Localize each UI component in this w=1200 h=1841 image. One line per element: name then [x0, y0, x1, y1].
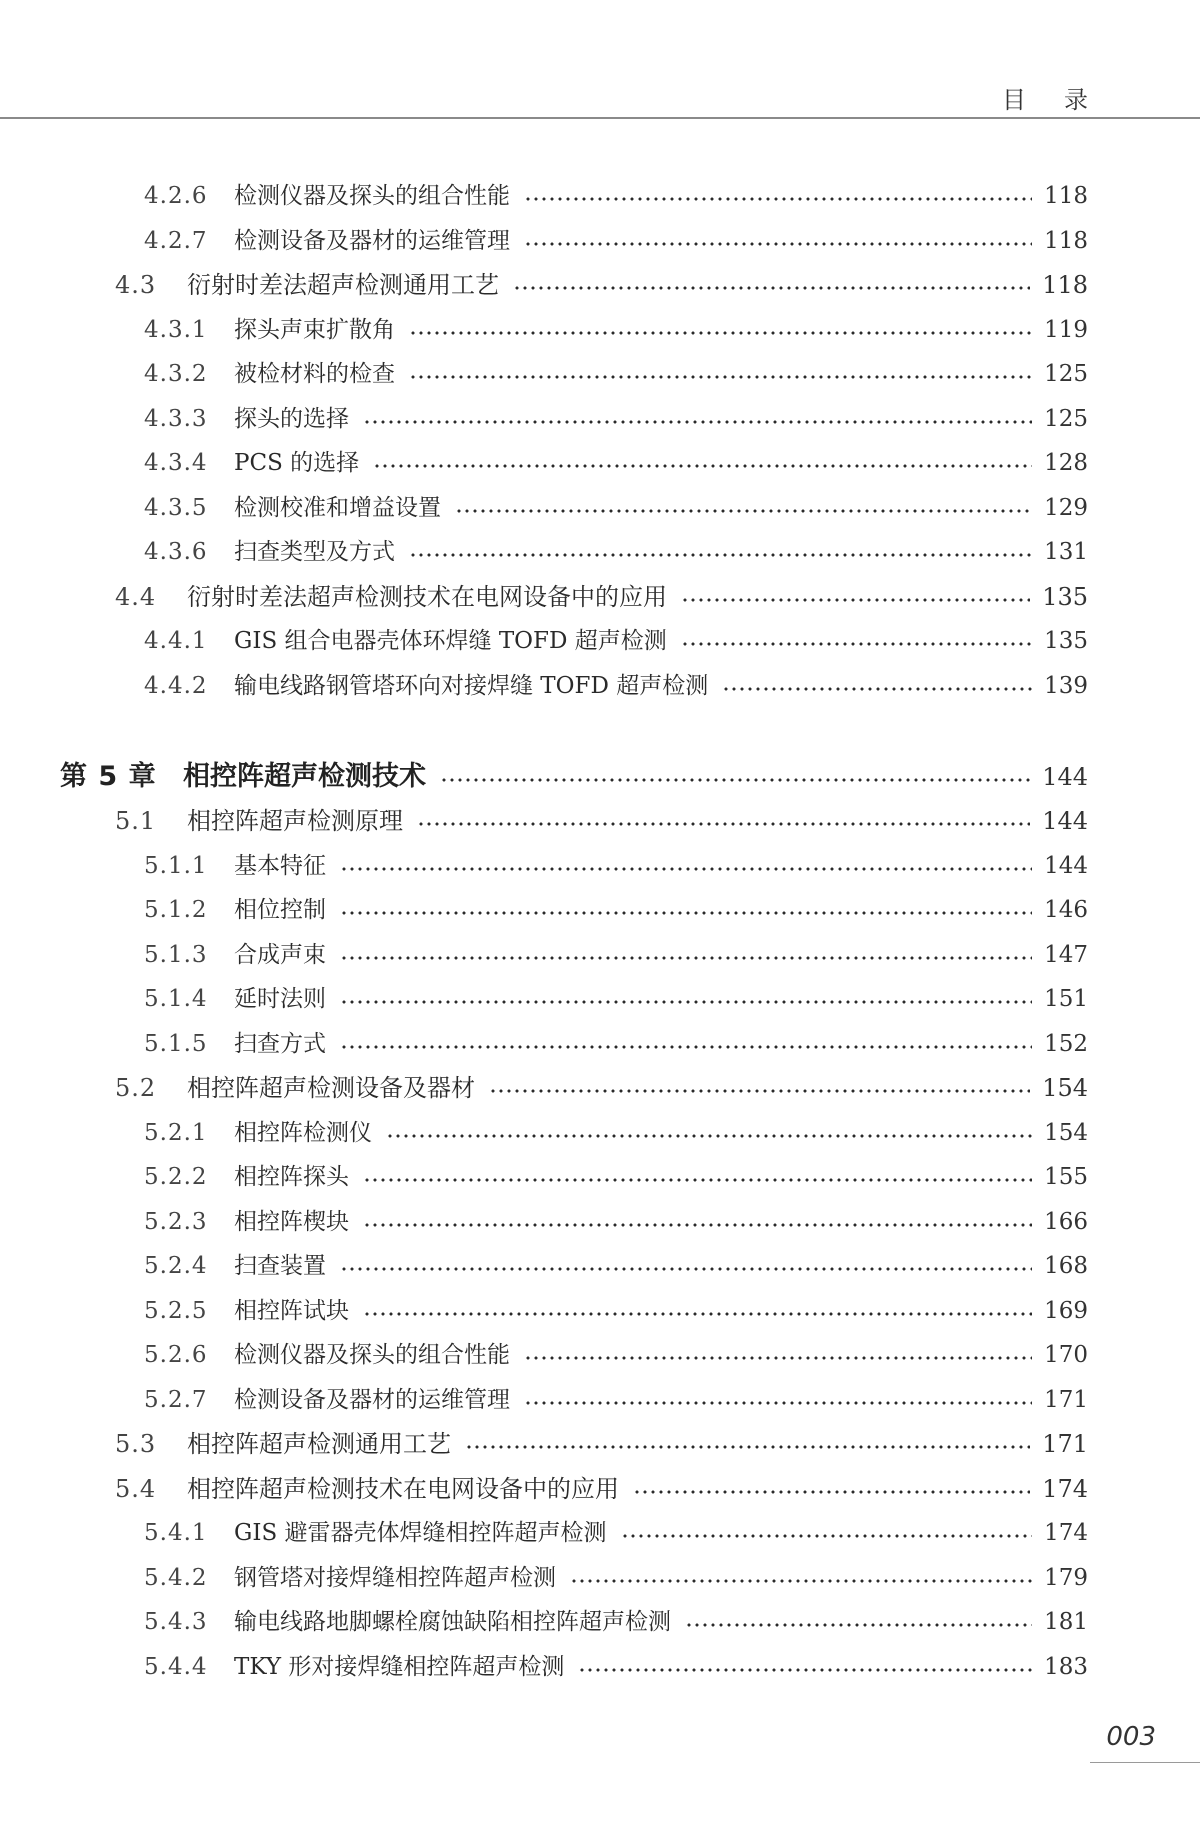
toc-entry-number: 5.1.2	[144, 897, 208, 923]
toc-entry[interactable]	[144, 310, 1088, 350]
toc-entry-number: 5.2.5	[144, 1298, 208, 1324]
toc-entry-title: 合成声束	[234, 942, 326, 968]
toc-entry[interactable]	[144, 890, 1088, 930]
toc-entry-title: GIS 避雷器壳体焊缝相控阵超声检测	[234, 1520, 607, 1546]
toc-entry-page: 181	[1044, 1609, 1088, 1635]
dot-leader	[363, 1178, 1032, 1182]
dot-leader	[363, 420, 1032, 424]
toc-entry-title: 探头的选择	[234, 406, 349, 432]
dot-leader	[363, 1312, 1032, 1316]
toc-entry-page: 118	[1042, 271, 1088, 299]
toc-entry-title: 相控阵超声检测原理	[187, 807, 403, 835]
dot-leader	[340, 911, 1032, 915]
dot-leader	[340, 867, 1032, 871]
dot-leader	[722, 687, 1032, 691]
dot-leader	[373, 464, 1032, 468]
toc-entry-title: 检测校准和增益设置	[234, 495, 441, 521]
toc-entry-title: 基本特征	[234, 853, 326, 879]
toc-entry[interactable]	[144, 1380, 1088, 1420]
toc-entry[interactable]	[144, 1157, 1088, 1197]
toc-entry-page: 168	[1044, 1253, 1088, 1279]
toc-entry-title: 相控阵检测仪	[234, 1120, 372, 1146]
toc-entry-number: 4.4.1	[144, 628, 208, 654]
toc-entry-page: 144	[1044, 853, 1088, 879]
toc-entry[interactable]	[115, 1469, 1088, 1509]
toc-entry-page: 125	[1044, 406, 1088, 432]
footer-divider	[1090, 1762, 1200, 1763]
toc-entry-page: 144	[1042, 763, 1088, 791]
toc-entry[interactable]	[144, 935, 1088, 975]
toc-entry-title: 延时法则	[234, 986, 326, 1012]
toc-entry[interactable]	[144, 979, 1088, 1019]
toc-entry-number: 5.4.2	[144, 1565, 208, 1591]
dot-leader	[455, 509, 1032, 513]
toc-entry[interactable]	[144, 1024, 1088, 1064]
dot-leader	[440, 778, 1030, 782]
toc-entry-title: 检测仪器及探头的组合性能	[234, 183, 510, 209]
toc-entry-title: 相控阵楔块	[234, 1209, 349, 1235]
toc-entry-number: 4.3.5	[144, 495, 208, 521]
toc-entry[interactable]	[144, 532, 1088, 572]
toc-entry[interactable]	[144, 1513, 1088, 1553]
toc-entry-number: 4.3.6	[144, 539, 208, 565]
dot-leader	[363, 1223, 1032, 1227]
toc-entry-title: TKY 形对接焊缝相控阵超声检测	[234, 1654, 565, 1680]
toc-entry-number: 5.2.6	[144, 1342, 208, 1368]
toc-entry-number: 5.2.1	[144, 1120, 208, 1146]
toc-entry[interactable]	[144, 488, 1088, 528]
toc-entry-page: 179	[1044, 1565, 1088, 1591]
dot-leader	[417, 822, 1030, 826]
toc-entry-page: 171	[1044, 1387, 1088, 1413]
toc-entry[interactable]	[144, 1558, 1088, 1598]
toc-chapter-title: 相控阵超声检测技术	[183, 761, 426, 792]
toc-entry-number: 5.1.1	[144, 853, 208, 879]
toc-entry-title: 相控阵超声检测设备及器材	[187, 1074, 475, 1102]
toc-entry[interactable]	[144, 1335, 1088, 1375]
toc-entry[interactable]	[144, 176, 1088, 216]
toc-entry-number: 4.3.3	[144, 406, 208, 432]
dot-leader	[524, 1401, 1032, 1405]
toc-entry-page: 129	[1044, 495, 1088, 521]
toc-entry-page: 169	[1044, 1298, 1088, 1324]
dot-leader	[340, 956, 1032, 960]
toc-entry-number: 5.2.7	[144, 1387, 208, 1413]
toc-entry-page: 174	[1044, 1520, 1088, 1546]
dot-leader	[621, 1534, 1033, 1538]
toc-entry-number: 4.3	[115, 271, 157, 299]
toc-entry-number: 4.4	[115, 583, 157, 611]
toc-entry-page: 154	[1044, 1120, 1088, 1146]
toc-entry-page: 118	[1044, 183, 1088, 209]
dot-leader	[633, 1490, 1030, 1494]
toc-entry-page: 118	[1044, 228, 1088, 254]
toc-chapter-number: 第 5 章	[60, 761, 157, 792]
toc-entry-title: 检测设备及器材的运维管理	[234, 228, 510, 254]
dot-leader	[524, 242, 1032, 246]
toc-entry-title: 扫查方式	[234, 1031, 326, 1057]
toc-entry-title: 相控阵探头	[234, 1164, 349, 1190]
toc-entry-number: 4.2.6	[144, 183, 208, 209]
toc-entry-number: 4.3.2	[144, 361, 208, 387]
toc-entry-page: 183	[1044, 1654, 1088, 1680]
dot-leader	[513, 286, 1030, 290]
dot-leader	[685, 1623, 1032, 1627]
toc-entry-number: 5.2.4	[144, 1253, 208, 1279]
dot-leader	[570, 1579, 1032, 1583]
toc-entry-title: 检测设备及器材的运维管理	[234, 1387, 510, 1413]
toc-entry-title: 被检材料的检查	[234, 361, 395, 387]
dot-leader	[524, 1356, 1032, 1360]
toc-entry[interactable]	[144, 1291, 1088, 1331]
dot-leader	[489, 1089, 1030, 1093]
toc-entry-title: 相控阵超声检测技术在电网设备中的应用	[187, 1475, 619, 1503]
toc-entry-number: 5.4.4	[144, 1654, 208, 1680]
toc-entry-title: 衍射时差法超声检测通用工艺	[187, 271, 499, 299]
toc-entry[interactable]	[144, 666, 1088, 706]
dot-leader	[578, 1668, 1032, 1672]
dot-leader	[465, 1445, 1030, 1449]
toc-entry[interactable]	[115, 577, 1088, 617]
toc-entry-title: 相控阵试块	[234, 1298, 349, 1324]
toc-entry[interactable]	[115, 1068, 1088, 1108]
toc-entry[interactable]	[144, 443, 1088, 483]
toc-entry-number: 4.2.7	[144, 228, 208, 254]
dot-leader	[681, 642, 1032, 646]
toc-entry-number: 5.4.1	[144, 1520, 208, 1546]
toc-entry-title: 检测仪器及探头的组合性能	[234, 1342, 510, 1368]
header-divider	[0, 117, 1200, 119]
toc-entry-page: 119	[1044, 317, 1088, 343]
toc-entry-page: 154	[1042, 1074, 1088, 1102]
toc-entry-title: 输电线路地脚螺栓腐蚀缺陷相控阵超声检测	[234, 1609, 671, 1635]
toc-entry-title: 钢管塔对接焊缝相控阵超声检测	[234, 1565, 556, 1591]
toc-entry-title: GIS 组合电器壳体环焊缝 TOFD 超声检测	[234, 628, 667, 654]
toc-entry-page: 146	[1044, 897, 1088, 923]
toc-entry-page: 171	[1042, 1430, 1088, 1458]
dot-leader	[409, 375, 1032, 379]
toc-entry-page: 125	[1044, 361, 1088, 387]
running-header-title: 目录	[1002, 86, 1126, 114]
dot-leader	[340, 1000, 1032, 1004]
toc-entry-number: 5.2	[115, 1074, 157, 1102]
toc-entry-page: 174	[1042, 1475, 1088, 1503]
dot-leader	[340, 1045, 1032, 1049]
toc-entry-number: 4.3.1	[144, 317, 208, 343]
toc-entry[interactable]	[144, 1602, 1088, 1642]
toc-entry-page: 151	[1044, 986, 1088, 1012]
dot-leader	[386, 1134, 1032, 1138]
toc-entry-page: 135	[1044, 628, 1088, 654]
toc-entry-page: 147	[1044, 942, 1088, 968]
toc-entry-page: 152	[1044, 1031, 1088, 1057]
toc-entry[interactable]	[115, 801, 1088, 841]
toc-entry-page: 170	[1044, 1342, 1088, 1368]
toc-chapter-entry[interactable]	[60, 757, 1088, 797]
toc-entry-page: 155	[1044, 1164, 1088, 1190]
toc-entry-number: 5.1.5	[144, 1031, 208, 1057]
toc-entry[interactable]	[144, 1202, 1088, 1242]
toc-entry-title: 衍射时差法超声检测技术在电网设备中的应用	[187, 583, 667, 611]
toc-entry[interactable]	[144, 221, 1088, 261]
toc-entry-number: 5.4	[115, 1475, 157, 1503]
toc-entry[interactable]	[144, 1647, 1088, 1687]
toc-entry-page: 135	[1042, 583, 1088, 611]
toc-entry-number: 5.2.2	[144, 1164, 208, 1190]
toc-entry-title: 相控阵超声检测通用工艺	[187, 1430, 451, 1458]
dot-leader	[409, 331, 1032, 335]
toc-entry[interactable]	[144, 1246, 1088, 1286]
toc-entry[interactable]	[115, 1424, 1088, 1464]
toc-entry[interactable]	[144, 621, 1088, 661]
toc-entry[interactable]	[144, 846, 1088, 886]
toc-entry-number: 5.4.3	[144, 1609, 208, 1635]
toc-entry-title: 输电线路钢管塔环向对接焊缝 TOFD 超声检测	[234, 673, 709, 699]
toc-entry-page: 144	[1042, 807, 1088, 835]
toc-entry-title: 探头声束扩散角	[234, 317, 395, 343]
toc-entry-number: 4.3.4	[144, 450, 208, 476]
toc-entry-number: 5.1.4	[144, 986, 208, 1012]
toc-entry-page: 166	[1044, 1209, 1088, 1235]
toc-entry-number: 5.2.3	[144, 1209, 208, 1235]
page-number: 003	[1106, 1722, 1156, 1752]
dot-leader	[409, 553, 1032, 557]
toc-entry[interactable]	[144, 354, 1088, 394]
toc-entry[interactable]	[144, 1113, 1088, 1153]
toc-entry-number: 5.1.3	[144, 942, 208, 968]
toc-entry-number: 5.1	[115, 807, 157, 835]
toc-entry-number: 5.3	[115, 1430, 157, 1458]
toc-entry[interactable]	[144, 399, 1088, 439]
toc-entry-title: 扫查装置	[234, 1253, 326, 1279]
toc-entry-page: 128	[1044, 450, 1088, 476]
dot-leader	[524, 197, 1032, 201]
toc-entry-title: 相位控制	[234, 897, 326, 923]
dot-leader	[340, 1267, 1032, 1271]
toc-entry-page: 139	[1044, 673, 1088, 699]
toc-entry-page: 131	[1044, 539, 1088, 565]
toc-entry-title: 扫查类型及方式	[234, 539, 395, 565]
dot-leader	[681, 598, 1030, 602]
toc-entry-title: PCS 的选择	[234, 450, 360, 476]
toc-entry[interactable]	[115, 265, 1088, 305]
toc-entry-number: 4.4.2	[144, 673, 208, 699]
